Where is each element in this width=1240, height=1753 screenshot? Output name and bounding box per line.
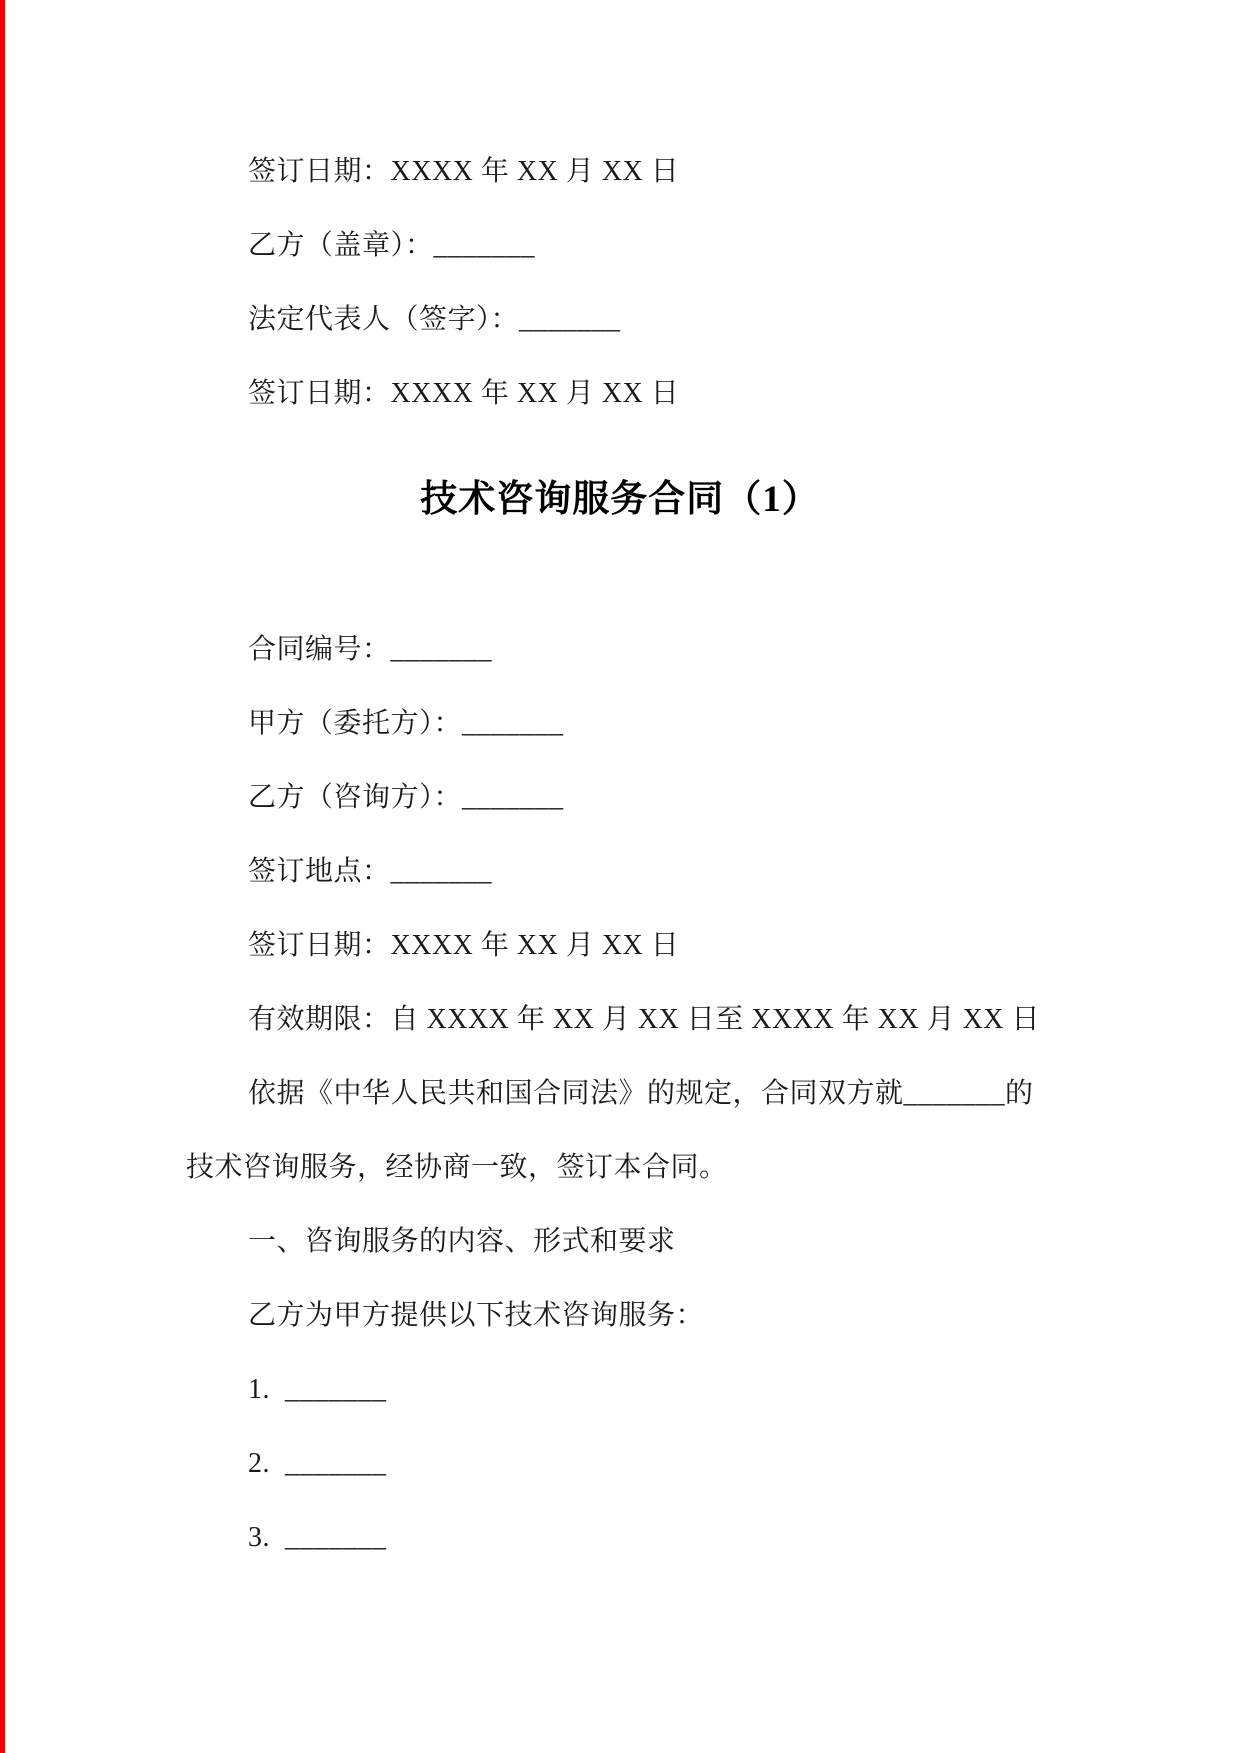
section-1-intro: 乙方为甲方提供以下技术咨询服务： (248, 1300, 705, 1331)
preamble-line-1: 依据《中华人民共和国合同法》的规定，合同双方就_______的 (248, 1078, 1034, 1109)
contract-title: 技术咨询服务合同（1） (420, 479, 820, 520)
sign-date-line-2: 签订日期：XXXX 年 XX 月 XX 日 (248, 378, 680, 409)
party-a-line: 甲方（委托方）：_______ (248, 708, 564, 739)
party-b-seal-line: 乙方（盖章）：_______ (248, 230, 536, 261)
party-b-line: 乙方（咨询方）：_______ (248, 782, 564, 813)
service-item-1: 1. _______ (248, 1374, 387, 1405)
preamble-line-2: 技术咨询服务，经协商一致，签订本合同。 (186, 1152, 728, 1183)
service-item-3: 3. _______ (248, 1522, 387, 1553)
validity-period-line: 有效期限：自 XXXX 年 XX 月 XX 日至 XXXX 年 XX 月 XX 日 (248, 1004, 1041, 1035)
section-1-heading: 一、咨询服务的内容、形式和要求 (248, 1226, 676, 1257)
sign-date-line-3: 签订日期：XXXX 年 XX 月 XX 日 (248, 930, 680, 961)
service-item-2: 2. _______ (248, 1448, 387, 1479)
contract-number-line: 合同编号：_______ (248, 634, 493, 665)
legal-representative-line: 法定代表人（签字）：_______ (248, 304, 621, 335)
sign-place-line: 签订地点：_______ (248, 856, 493, 887)
sign-date-line-1: 签订日期：XXXX 年 XX 月 XX 日 (248, 156, 680, 187)
